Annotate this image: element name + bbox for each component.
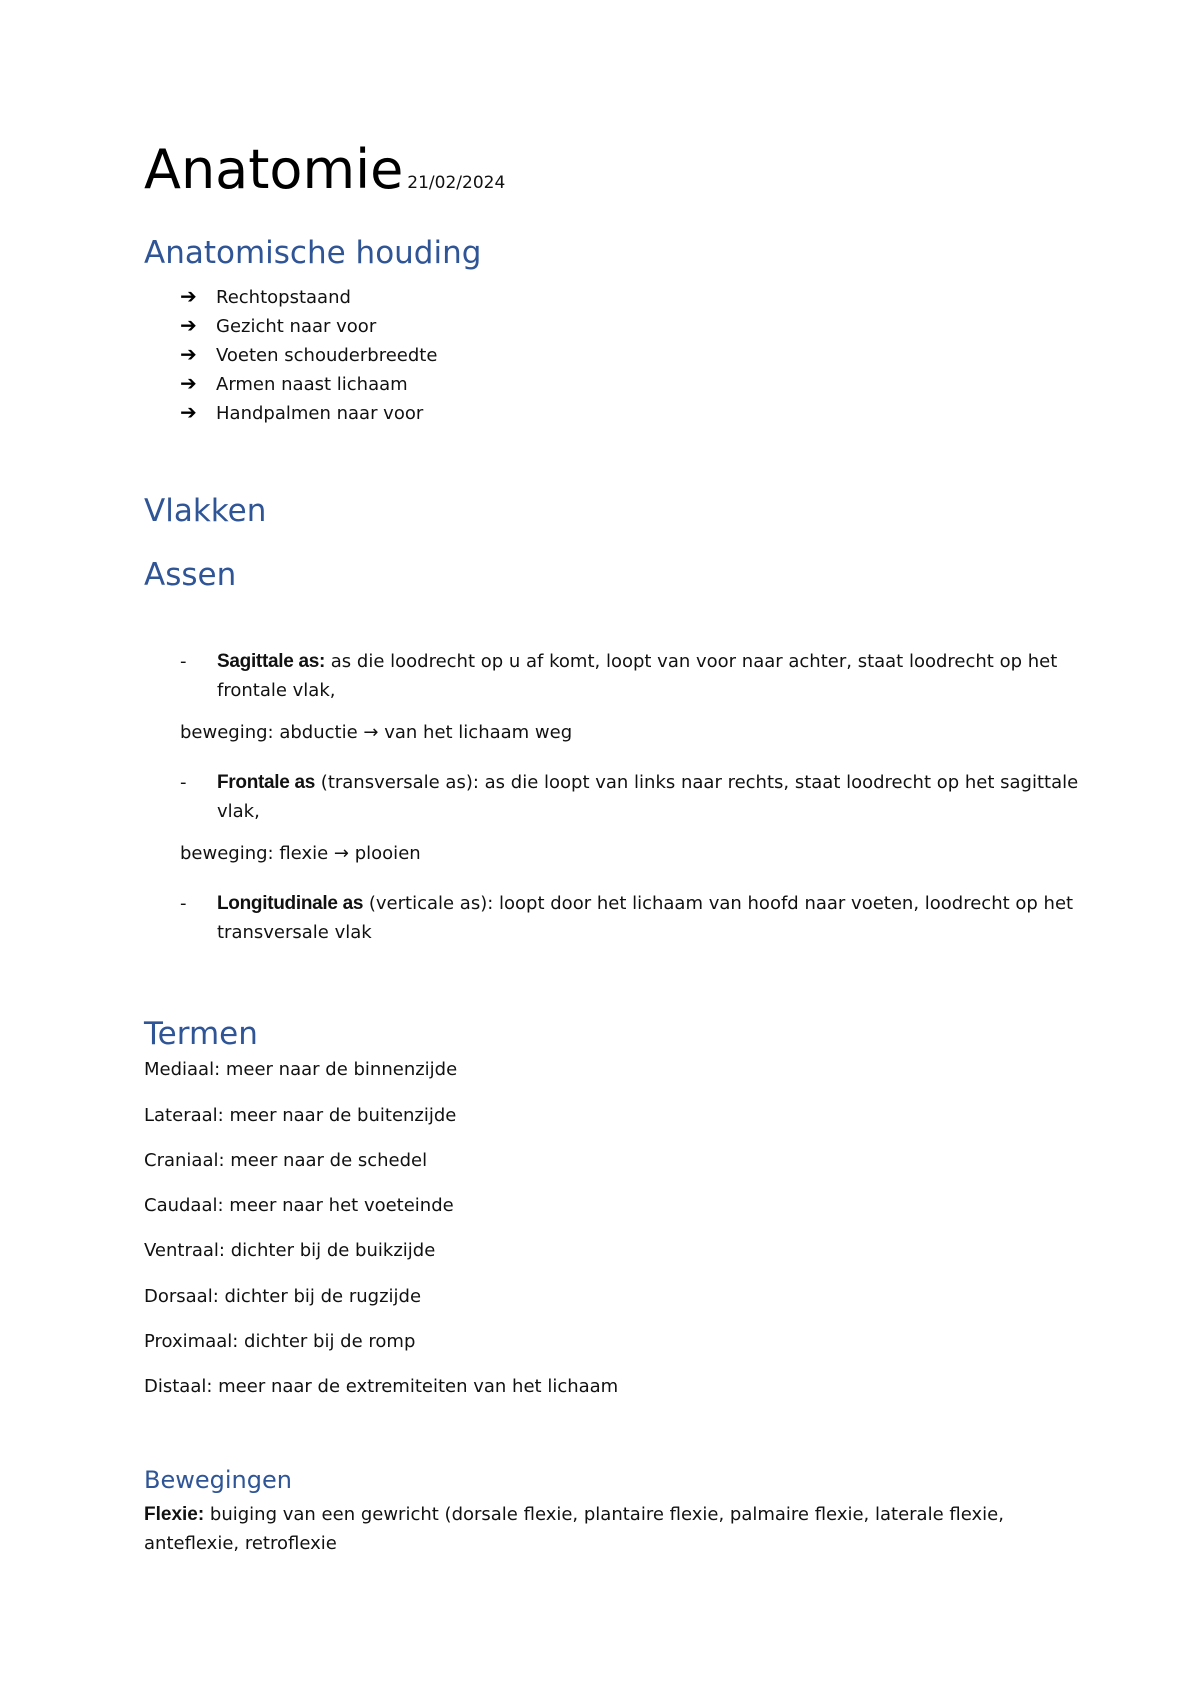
houding-list	[180, 282, 437, 427]
list-dash: -	[180, 651, 187, 672]
term-item: Caudaal: meer naar het voeteinde	[144, 1195, 454, 1216]
list-item-label: Rechtopstaand	[216, 287, 351, 308]
list-item	[180, 311, 437, 340]
axis-description	[217, 768, 1080, 826]
axis-item-sagittale	[180, 647, 1080, 705]
term-item: Craniaal: meer naar de schedel	[144, 1150, 428, 1171]
list-item-label: Voeten schouderbreedte	[216, 345, 438, 366]
list-item	[180, 282, 437, 311]
bewegingen-paragraph	[144, 1500, 1024, 1558]
list-dash: -	[180, 772, 187, 793]
term-item: Proximaal: dichter bij de romp	[144, 1331, 416, 1352]
movement-label: beweging: abductie	[180, 722, 358, 743]
movement-line-flexie	[180, 843, 421, 864]
axis-term: Longitudinale as	[217, 893, 364, 914]
arrow-right-bold-icon: ➔	[180, 400, 197, 424]
axis-term: Sagittale as:	[217, 651, 326, 672]
arrow-right-bold-icon: ➔	[180, 284, 197, 308]
term-item: Dorsaal: dichter bij de rugzijde	[144, 1286, 422, 1307]
arrow-right-bold-icon: ➔	[180, 371, 197, 395]
axis-description	[217, 647, 1080, 705]
list-item	[180, 369, 437, 398]
axis-text: (verticale as): loopt door het lichaam van hoofd naar voeten, loodrecht op het transversale vlak	[217, 893, 1074, 943]
term-item: Mediaal: meer naar de binnenzijde	[144, 1059, 458, 1080]
list-item-label: Gezicht naar voor	[216, 316, 377, 337]
bewegingen-term: Flexie:	[144, 1504, 205, 1525]
movement-result: plooien	[354, 843, 421, 864]
list-item	[180, 340, 437, 369]
list-dash: -	[180, 893, 187, 914]
movement-line-abductie	[180, 722, 572, 743]
axis-description	[217, 889, 1080, 947]
bewegingen-text: buiging van een gewricht (dorsale flexie, plantaire flexie, palmaire flexie, laterale flexie, anteflexie, retroflexie	[144, 1504, 1004, 1554]
term-item: Lateraal: meer naar de buitenzijde	[144, 1105, 457, 1126]
movement-label: beweging: flexie	[180, 843, 329, 864]
axis-text: as die loodrecht op u af komt, loopt van voor naar achter, staat loodrecht op het frontale vlak,	[217, 651, 1058, 701]
axis-item-longitudinale	[180, 889, 1080, 947]
term-item: Ventraal: dichter bij de buikzijde	[144, 1240, 436, 1261]
heading-bewegingen: Bewegingen	[144, 1466, 292, 1494]
heading-anatomische-houding: Anatomische houding	[144, 235, 482, 271]
axis-item-frontale	[180, 768, 1080, 826]
axis-term: Frontale as	[217, 772, 316, 793]
heading-assen: Assen	[144, 557, 237, 593]
arrow-right-icon: →	[333, 843, 349, 864]
list-item	[180, 398, 437, 427]
term-item: Distaal: meer naar de extremiteiten van het lichaam	[144, 1376, 619, 1397]
arrow-right-icon: →	[363, 722, 379, 743]
list-item-label: Armen naast lichaam	[216, 374, 408, 395]
heading-termen: Termen	[144, 1016, 258, 1052]
document-date: 21/02/2024	[407, 173, 506, 193]
list-item-label: Handpalmen naar voor	[216, 403, 424, 424]
movement-result: van het lichaam weg	[384, 722, 573, 743]
axis-text: (transversale as): as die loopt van links naar rechts, staat loodrecht op het sagittale vlak,	[217, 772, 1079, 822]
arrow-right-bold-icon: ➔	[180, 342, 197, 366]
heading-vlakken: Vlakken	[144, 493, 267, 529]
page-title: Anatomie	[144, 138, 404, 201]
arrow-right-bold-icon: ➔	[180, 313, 197, 337]
title-line	[144, 138, 505, 201]
